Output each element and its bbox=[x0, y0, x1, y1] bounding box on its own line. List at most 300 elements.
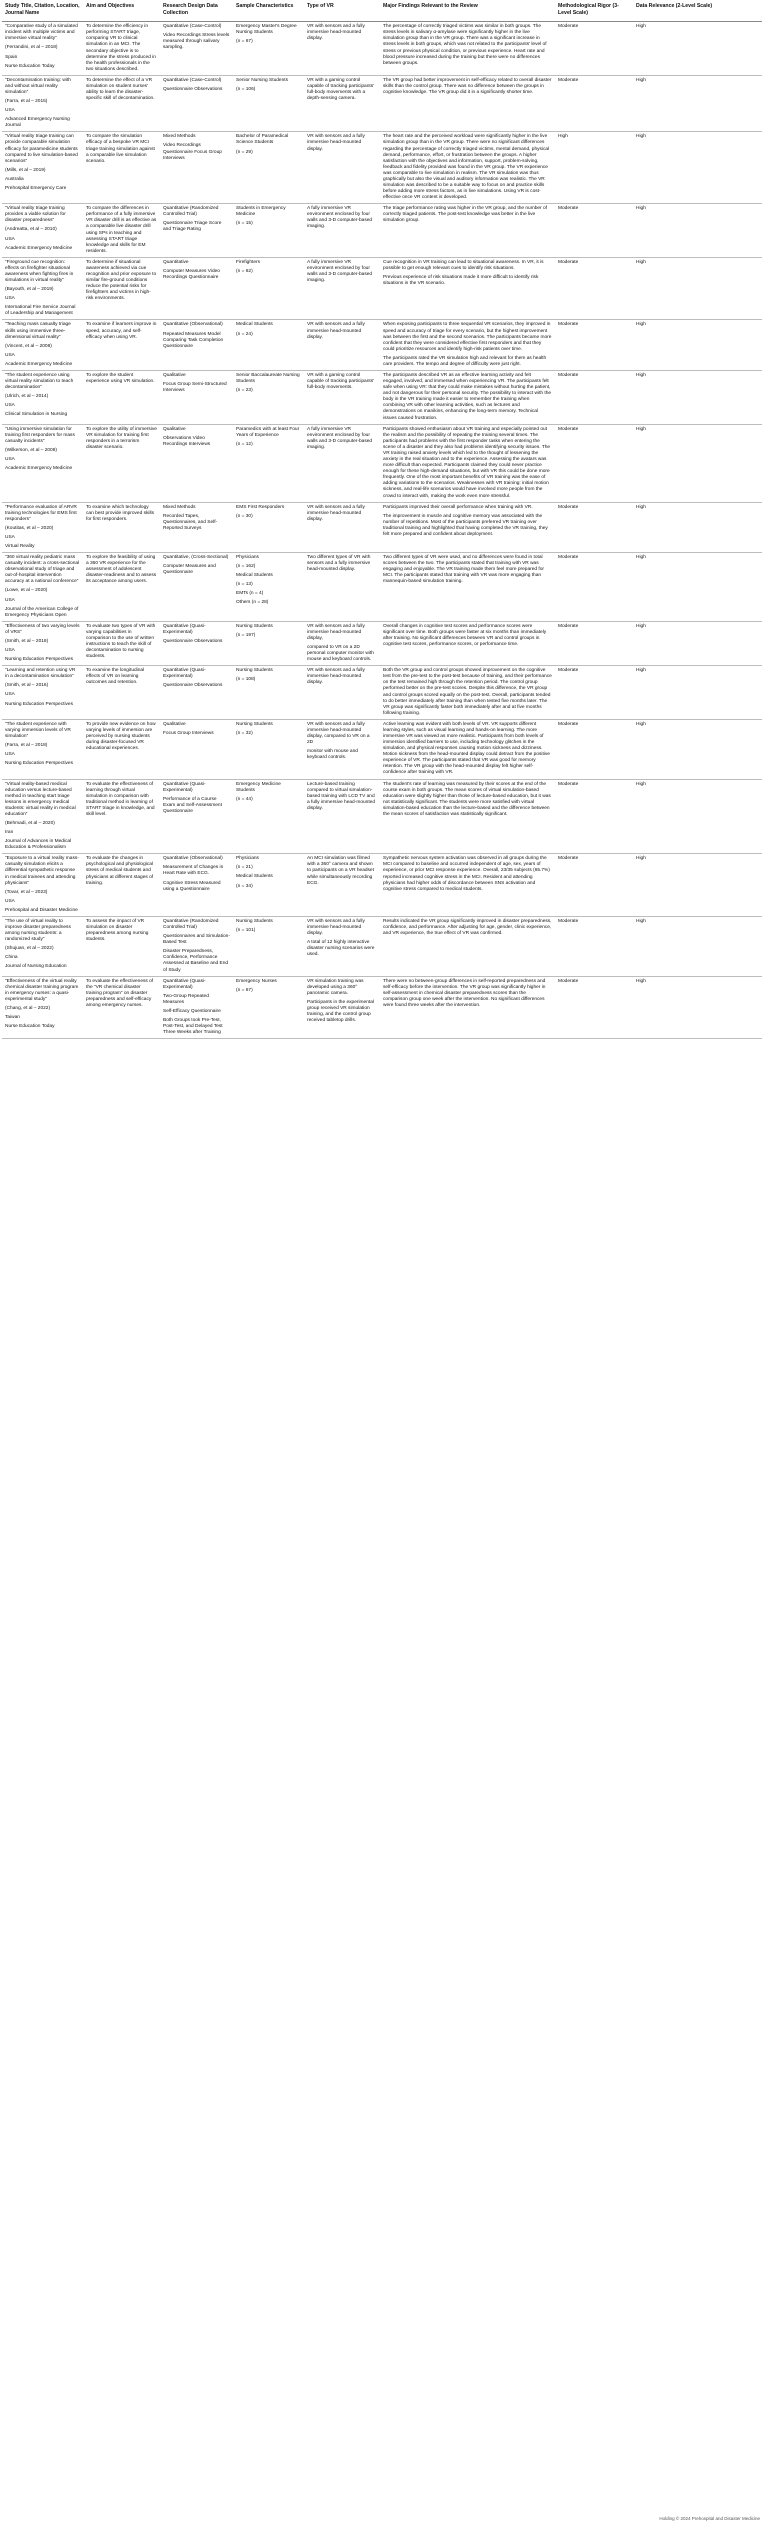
aim-cell-text: To evaluate the effectiveness of the “VR chemical disaster training program” on disaster preparedness and self-efficacy among emergency nurses. bbox=[86, 978, 154, 1008]
sample-cell-text: Medical Students bbox=[236, 322, 273, 328]
study-cell-text: USA bbox=[5, 296, 15, 302]
study-cell-text: “Learning and retention using VR in a decontamination simulation” bbox=[5, 668, 76, 680]
sample-cell bbox=[233, 204, 304, 258]
rigor-cell: Moderate bbox=[555, 502, 633, 552]
design-cell-text: Both Groups took Pre-Test, Post-Test, and Delayed Test Three Weeks after Training bbox=[163, 1017, 223, 1036]
findings-cell bbox=[380, 502, 555, 552]
rigor-cell: Moderate bbox=[555, 976, 633, 1039]
study-cell-text: USA bbox=[5, 692, 15, 698]
study-cell-text: (Farra, et al – 2018) bbox=[5, 743, 48, 749]
vr-type-cell bbox=[304, 257, 380, 320]
study-cell bbox=[2, 204, 83, 258]
relevance-cell: High bbox=[633, 75, 762, 132]
aim-cell bbox=[83, 257, 160, 320]
study-cell-text: (Ferrandini, et al – 2018) bbox=[5, 45, 58, 51]
study-cell bbox=[2, 779, 83, 854]
study-cell bbox=[2, 371, 83, 425]
study-cell-text: Australia bbox=[5, 176, 24, 182]
relevance-cell: High bbox=[633, 371, 762, 425]
design-cell bbox=[160, 502, 233, 552]
findings-cell-text: The heart rate and the perceived workload were significantly higher in the live simulation group than in the VR group. There were no significant differences regarding the percentage of correctly triaged victims, mental demand, physical demand, performance, effort, or frustration between the groups. A higher satisfaction with the objectives and information, support, problem-solving, feedback and fidelity provided was found in the VR group. The VR experience was comparable to live simulation in realism. The VR simulation was thus graphically but also the visual and auditory information was realistic. The VR simulation was described to be a suitable way to focus on and practice skills before adding more stress factors, as in live simulations. Using VR is cost-effective once VR content is developed. bbox=[383, 134, 550, 201]
sample-cell-text: (n = 62) bbox=[236, 268, 253, 274]
table-header-row bbox=[2, 0, 762, 22]
design-cell-text: Repeated Measures Model Comparing Task Completion Questionnaire bbox=[163, 331, 224, 349]
design-cell-text: Quantitative, (Cross-Sectional) bbox=[163, 555, 229, 561]
design-cell-text: Quantitative (Quasi-Experimental) bbox=[163, 781, 206, 793]
aim-cell bbox=[83, 75, 160, 132]
study-cell-text: Prehospital and Disaster Medicine bbox=[5, 907, 78, 913]
sample-cell bbox=[233, 320, 304, 371]
vr-type-cell-text: VR simulation training was developed using a 360° panoramic camera. bbox=[307, 978, 364, 996]
aim-cell-text: To determine the effect of a VR simulation on student nurses' ability to learn the disaster-specific skill of decontamination. bbox=[86, 77, 155, 102]
aim-cell-text: To examine if learners improve in speed, accuracy, and self-efficacy when using VR. bbox=[86, 322, 157, 340]
study-cell-text: Journal of Advances in Medical Education & Professionalism bbox=[5, 839, 72, 851]
rigor-cell: Moderate bbox=[555, 779, 633, 854]
relevance-cell: High bbox=[633, 976, 762, 1039]
vr-type-cell-text: A fully immersive VR environment enclosed by four walls and 3-D computer-based imaging. bbox=[307, 206, 373, 230]
column-header: Research Design Data Collection bbox=[160, 0, 233, 22]
sample-cell-text: (n = 23) bbox=[236, 388, 253, 394]
rigor-cell: Moderate bbox=[555, 621, 633, 665]
study-cell-text: “Using immersive simulation for training first responders for mass casualty incidents” bbox=[5, 426, 75, 444]
study-cell-text: Advanced Emergency Nursing Journal bbox=[5, 117, 70, 129]
aim-cell-text: To evaluate the changes in psychological and physiological stress of medical students and physicians at different stages of training. bbox=[86, 856, 154, 886]
vr-type-cell-text: An MCI simulation was filmed with a 360° camera and shown to participants on a VR headset while simultaneously recording ECG. bbox=[307, 856, 374, 886]
column-header: Major Findings Relevant to the Review bbox=[380, 0, 555, 22]
sample-cell-text: Others (n = 28) bbox=[236, 600, 269, 606]
study-cell-text: Nurse Education Today bbox=[5, 1024, 55, 1030]
vr-type-cell-text: A fully immersive VR environment enclosed by four walls and 3-D computer-based imaging. bbox=[307, 259, 373, 284]
design-cell-text: Observations Video Recordings Interviews bbox=[163, 435, 211, 447]
design-cell-text: Questionnaires and Simulation-Based Test bbox=[163, 934, 230, 946]
sample-cell-text: Students in Emergency Medicine bbox=[236, 206, 286, 218]
study-cell bbox=[2, 854, 83, 917]
sample-cell bbox=[233, 976, 304, 1039]
study-cell bbox=[2, 621, 83, 665]
rigor-cell: Moderate bbox=[555, 320, 633, 371]
vr-type-cell bbox=[304, 621, 380, 665]
vr-type-cell bbox=[304, 22, 380, 76]
vr-type-cell bbox=[304, 371, 380, 425]
design-cell-text: Computer Measures Video Recordings Questionnaire bbox=[163, 268, 220, 280]
study-cell-text: Nurse Education Today bbox=[5, 63, 55, 69]
aim-cell bbox=[83, 916, 160, 976]
rigor-cell: Moderate bbox=[555, 204, 633, 258]
relevance-cell: High bbox=[633, 621, 762, 665]
table-row bbox=[2, 204, 762, 258]
sample-cell-text: Emergency Master's Degree Nursing Students bbox=[236, 24, 297, 36]
study-cell-text: “The student experience with varying immersion levels of VR simulation” bbox=[5, 721, 71, 739]
design-cell bbox=[160, 371, 233, 425]
column-header: Study Title, Citation, Location, Journal Name bbox=[2, 0, 83, 22]
design-cell-text: Questionnaire Observations bbox=[163, 683, 223, 689]
relevance-cell: High bbox=[633, 916, 762, 976]
study-cell-text: Nursing Education Perspectives bbox=[5, 761, 73, 767]
design-cell bbox=[160, 204, 233, 258]
study-cell-text: “Fireground cue recognition: effects on firefighter situational awareness when fighting fires in simulations in virtual reality” bbox=[5, 259, 74, 284]
design-cell-text: Quantitative (Quasi-Experimental) bbox=[163, 978, 206, 990]
study-cell-text: “Teaching mass casualty triage skills using immersive three-dimensional virtual reality” bbox=[5, 322, 71, 340]
study-cell-text: (Smith, et al – 2016) bbox=[5, 683, 49, 689]
column-header: Aim and Objectives bbox=[83, 0, 160, 22]
table-row bbox=[2, 75, 762, 132]
study-cell-text: (Andreatta, et al – 2010) bbox=[5, 227, 57, 233]
aim-cell-text: To examine the longitudinal effects of VR on learning outcomes and retention. bbox=[86, 668, 145, 686]
study-cell-text: Academic Emergency Medicine bbox=[5, 466, 73, 472]
findings-cell-text: Sympathetic nervous system activation was observed in all groups during the MCI compared to baseline and occurred independent of age, sex, years of experience, or prior MCI response experience. Overall, 23/35 subjects (65.7%) reported increased cognitive stress in the MCI. Resident and attending physicians had higher odds of discordance between SNS activation and cognitive stress compared to medical students. bbox=[383, 856, 550, 892]
findings-cell-text: The participants described VR as an effective learning activity and felt engaged, involved, and immersed when experiencing VR. The participants felt safe when using VR: that they could make mistakes without hurting the patient, and not dangerous for their personal security. The possibility to interact with the body in the VR training made it easier to remember the training when combining VR with other learning activities, such as lectures and demonstrations on manikins, enhancing the long-term memory. Technical issues caused frustration. bbox=[383, 373, 552, 421]
study-cell-text: Academic Emergency Medicine bbox=[5, 361, 73, 367]
study-cell-text: Nursing Education Perspectives bbox=[5, 701, 73, 707]
sample-cell-text: (n = 32) bbox=[236, 730, 253, 736]
vr-type-cell bbox=[304, 666, 380, 720]
study-cell-text: (Smith, et al – 2018) bbox=[5, 638, 49, 644]
aim-cell-text: To evaluate two types of VR with varying capabilities in comparison to the use of written instructions to teach the skill of decontamination to nursing students. bbox=[86, 623, 156, 660]
design-cell-text: Self-Efficacy Questionnaire bbox=[163, 1008, 221, 1014]
findings-cell-text: The percentage of correctly triaged victims was similar in both groups. The stress levels in salivary α-amylase were significantly higher in the live simulation group than in the VR group. There was a significant increase in stress levels in both groups, which was not related to the participants' level of stress or previous physical condition, or previous experience. Heart rate and blood pressure increased during the training but there were no differences between groups. bbox=[383, 24, 547, 66]
design-cell-text: Computer Measures and Questionnaire bbox=[163, 564, 216, 576]
sample-cell bbox=[233, 22, 304, 76]
sample-cell-text: Senior Nursing Students bbox=[236, 77, 288, 83]
sample-cell-text: Bachelor of Paramedical Science Students bbox=[236, 134, 289, 146]
study-cell-text: “Virtual reality-based medical education versus lecture-based method in teaching start triage lessons in emergency medical students: virtual reality in medical education” bbox=[5, 781, 76, 817]
aim-cell-text: To assess the impact of VR simulation on disaster preparedness among nursing students. bbox=[86, 918, 149, 943]
relevance-cell: High bbox=[633, 502, 762, 552]
study-cell-text: International Fire Service Journal of Leadership and Management bbox=[5, 305, 76, 317]
sample-cell bbox=[233, 916, 304, 976]
relevance-cell: High bbox=[633, 719, 762, 779]
rigor-cell: Moderate bbox=[555, 371, 633, 425]
vr-type-cell-text: Participants in the experimental group received VR simulation training, and the control group received tabletop drills. bbox=[307, 999, 374, 1024]
sample-cell-text: (n = 108) bbox=[236, 677, 256, 683]
findings-cell bbox=[380, 204, 555, 258]
study-cell-text: USA bbox=[5, 108, 15, 114]
aim-cell bbox=[83, 424, 160, 502]
vr-type-cell-text: monitor with mouse and keyboard controls. bbox=[307, 749, 358, 761]
findings-cell bbox=[380, 916, 555, 976]
sample-cell bbox=[233, 502, 304, 552]
sample-cell bbox=[233, 553, 304, 622]
study-cell bbox=[2, 132, 83, 204]
sample-cell-text: Emergency Nurses bbox=[236, 978, 277, 984]
sample-cell-text: Emergency Medicine Students bbox=[236, 781, 281, 793]
design-cell bbox=[160, 320, 233, 371]
sample-cell-text: (n = 67) bbox=[236, 987, 253, 993]
design-cell-text: Focus Group Semi-Structured Interviews bbox=[163, 382, 227, 394]
design-cell-text: Recorded Tapes, Questionnaires, and Self-Reported Surveys bbox=[163, 513, 218, 531]
sample-cell-text: Physicians bbox=[236, 856, 259, 862]
table-row bbox=[2, 502, 762, 552]
design-cell bbox=[160, 424, 233, 502]
relevance-cell: High bbox=[633, 132, 762, 204]
column-header: Data Relevance (2-Level Scale) bbox=[633, 0, 762, 22]
sample-cell-text: (n = 13) bbox=[236, 582, 253, 588]
aim-cell bbox=[83, 854, 160, 917]
study-cell-text: (Lowe, et al – 2020) bbox=[5, 588, 48, 594]
findings-cell-text: Two different types of VR were used, and no differences were found in total scores between the two. The participants stated that training with VR was engaging and enjoyable. The VR training made them feel more prepared for MCI. The participants stated that training with VR was more engaging than mannequin-based simulation training. bbox=[383, 555, 544, 585]
table-row bbox=[2, 719, 762, 779]
study-cell-text: (Koutitas, et al – 2020) bbox=[5, 525, 54, 531]
rigor-cell: Moderate bbox=[555, 424, 633, 502]
vr-type-cell bbox=[304, 75, 380, 132]
design-cell-text: Mixed Methods bbox=[163, 134, 196, 140]
findings-cell-text: Participants improved their overall performance when training with VR. bbox=[383, 504, 533, 510]
study-cell-text: “Decontamination training: with and without virtual reality simulation” bbox=[5, 77, 71, 95]
design-cell bbox=[160, 621, 233, 665]
sample-cell-text: (n = 12) bbox=[236, 441, 253, 447]
findings-cell bbox=[380, 621, 555, 665]
study-cell bbox=[2, 502, 83, 552]
relevance-cell: High bbox=[633, 204, 762, 258]
relevance-cell: High bbox=[633, 666, 762, 720]
table-row bbox=[2, 22, 762, 76]
vr-type-cell-text: VR with a gaming control capable of tracking participants' full-body movements with a depth-sensing camera. bbox=[307, 77, 375, 102]
table-row bbox=[2, 371, 762, 425]
aim-cell bbox=[83, 976, 160, 1039]
findings-cell-text: Participants showed enthusiasm about VR training and especially pointed out the realism and the possibility of repeating the training several times. The participants had problems with the first responder tasks when entering the scene of a disaster and they also had problems identifying security issues. The VR training raised anxiety levels which led to the thought of lessening the anxiety in the real situation and to the experience. Assessing the avatars was more difficult than expected. Participants claimed they could never practice enough for these high-demand situations, but with VR this could be done more frequently. One of the most important benefits of VR training was the ease of adding variations to the scenarios. Weaknesses with VR training: initial motion sickness, and real-life scenarios would have involved more people from the crowd to interact with, making the work even more stressful. bbox=[383, 426, 551, 499]
design-cell-text: Mixed Methods bbox=[163, 504, 196, 510]
study-cell-text: USA bbox=[5, 752, 15, 758]
vr-type-cell-text: VR with sensors and a fully immersive head-mounted display, bbox=[307, 623, 365, 641]
relevance-cell: High bbox=[633, 779, 762, 854]
study-cell-text: “Virtual reality triage training provides a viable solution for disaster preparedness” bbox=[5, 206, 66, 224]
study-cell-text: (Farra, et al – 2015) bbox=[5, 99, 48, 105]
aim-cell bbox=[83, 502, 160, 552]
sample-cell-text: (n = 24) bbox=[236, 331, 253, 337]
study-cell-text: “The student experience using virtual reality simulation to teach decontamination” bbox=[5, 373, 74, 391]
sample-cell-text: EMS First Responders bbox=[236, 504, 285, 510]
rigor-cell: High bbox=[555, 132, 633, 204]
findings-cell bbox=[380, 22, 555, 76]
study-cell-text: USA bbox=[5, 236, 15, 242]
design-cell-text: Qualitative bbox=[163, 721, 186, 727]
study-cell-text: USA bbox=[5, 898, 15, 904]
sample-cell-text: (n = 15) bbox=[236, 221, 253, 227]
sample-cell-text: Medical Students bbox=[236, 573, 273, 579]
findings-cell bbox=[380, 779, 555, 854]
vr-type-cell bbox=[304, 854, 380, 917]
design-cell bbox=[160, 719, 233, 779]
sample-cell-text: (n = 34) bbox=[236, 883, 253, 889]
aim-cell-text: To explore the feasibility of using a 360 VR experience for the assessment of adolescent disaster-readiness and to assess its acceptance among users. bbox=[86, 555, 157, 585]
aim-cell-text: To examine which technology can best provide improved skills for first responders. bbox=[86, 504, 154, 522]
findings-cell-text: Previous experience of risk situations made it more difficult to identify risk situations in the VR scenario. bbox=[383, 275, 539, 287]
design-cell-text: Questionnaire Observations bbox=[163, 86, 223, 92]
study-cell-text: “Effectiveness of two varying levels of VRS” bbox=[5, 623, 80, 635]
study-cell-text: (Wilkerson, et al – 2008) bbox=[5, 447, 57, 453]
table-body bbox=[2, 22, 762, 1039]
findings-cell bbox=[380, 976, 555, 1039]
aim-cell bbox=[83, 132, 160, 204]
design-cell-text: Cognitive Stress Measured using a Questionnaire bbox=[163, 880, 221, 892]
sample-cell-text: Firefighters bbox=[236, 259, 260, 265]
aim-cell bbox=[83, 621, 160, 665]
findings-cell-text: Active learning was evident with both levels of VR. VR supports different learning styles, such as visual learning and hands-on learning. The more immersive VR was viewed as more realistic. Participants from both levels of immersion identified barriers to use, including technology glitches in the simulation, and physical responses causing motion sickness and dizziness. Motion sickness from the head-mounted display could detract from the positive experience of VR. The participants stated that VR was good for memory retention. The VR group with the head-mounted display felt higher self-confidence after training with VR. bbox=[383, 721, 550, 776]
vr-type-cell bbox=[304, 320, 380, 371]
vr-type-cell-text: VR with sensors and a fully immersive head-mounted display. bbox=[307, 668, 365, 686]
relevance-cell: High bbox=[633, 22, 762, 76]
rigor-cell: Moderate bbox=[555, 666, 633, 720]
study-cell-text: USA bbox=[5, 456, 15, 462]
findings-cell-text: The student's rate of learning was measured by their scores at the end of the course exam in both groups. The mean scores of virtual simulation-based education were slightly higher than those of lecture-based education, but it was not statistically significant. The students were more satisfied with virtual simulation-based education than the lecture-based and the difference between the mean scores of satisfaction was statistically significant. bbox=[383, 781, 551, 817]
vr-type-cell bbox=[304, 132, 380, 204]
aim-cell-text: To evaluate the effectiveness of learning through virtual simulation in comparison with traditional method in learning of START triage in knowledge, and skill level. bbox=[86, 781, 155, 817]
study-cell bbox=[2, 257, 83, 320]
design-cell-text: Disaster Preparedness, Confidence, Performance Assessed at Baseline and End of Study bbox=[163, 949, 229, 973]
study-cell-text: (Behmadi, et al – 2020) bbox=[5, 821, 55, 827]
sample-cell-text: Senior Baccalaureate Nursing Students bbox=[236, 373, 300, 385]
study-cell-text: Iran bbox=[5, 830, 14, 836]
sample-cell-text: (n = 162) bbox=[236, 564, 256, 570]
design-cell-text: Qualitative bbox=[163, 373, 186, 379]
vr-type-cell-text: VR with sensors and a fully immersive head-mounted display. bbox=[307, 24, 365, 42]
aim-cell-text: To compare the differences in performance of a fully immersive VR disaster drill is as effective as a comparable live disaster drill using SPs in teaching and assessing START triage knowledge and skills for EM residents. bbox=[86, 206, 157, 254]
vr-type-cell-text: VR with sensors and a fully immersive head-mounted display. bbox=[307, 322, 365, 340]
study-cell-text: (Vincent, et al – 2008) bbox=[5, 343, 52, 349]
design-cell bbox=[160, 976, 233, 1039]
findings-cell-text: There were no between-group differences in self-reported preparedness and self-efficacy before the intervention. The VR group was significantly higher in self-assessment in chemical disaster preparedness scores than the comparison group one week after the intervention. No significant differences were found three weeks after the intervention. bbox=[383, 978, 546, 1008]
sample-cell bbox=[233, 666, 304, 720]
findings-cell-text: The triage performance rating was higher in the VR group, and the number of correctly triaged patients. The post-test knowledge was better in the live simulation group. bbox=[383, 206, 547, 224]
findings-cell-text: When exposing participants to three sequential VR scenarios, they improved in speed and accuracy of triage for every scenario, but the highest improvement was between the first and the second scenarios. The participants became more confident that they were considered effective first responders and that they could prioritize resources and identify high-risk patients over time. bbox=[383, 322, 552, 352]
table-row bbox=[2, 424, 762, 502]
aim-cell bbox=[83, 779, 160, 854]
design-cell bbox=[160, 916, 233, 976]
table-row bbox=[2, 553, 762, 622]
table-row bbox=[2, 132, 762, 204]
design-cell-text: Video Recordings Stress levels measured through salivary sampling. bbox=[163, 33, 230, 51]
study-cell-text: USA bbox=[5, 534, 15, 540]
table-row bbox=[2, 779, 762, 854]
design-cell-text: Questionnaire Observations bbox=[163, 638, 223, 644]
study-cell-text: (Shujuan, et al – 2022) bbox=[5, 946, 54, 952]
study-cell-text: “360 virtual reality pediatric mass casualty incident: a cross-sectional observational study of triage and out-of-hospital intervention accuracy at a national conference” bbox=[5, 555, 80, 585]
study-cell-text: “Performance evaluation of ARVR training technologies for EMS first responders” bbox=[5, 504, 77, 522]
findings-cell bbox=[380, 553, 555, 622]
copyright-notice: Holding © 2024 Prehospital and Disaster Medicine bbox=[659, 2516, 760, 2521]
findings-cell bbox=[380, 75, 555, 132]
design-cell-text: Video Recordings Questionnaire Focus Group Interviews bbox=[163, 143, 222, 161]
study-cell-text: Spain bbox=[5, 54, 18, 60]
study-cell bbox=[2, 75, 83, 132]
study-cell-text: Journal of Nursing Education bbox=[5, 964, 67, 970]
sample-cell bbox=[233, 75, 304, 132]
vr-type-cell bbox=[304, 719, 380, 779]
study-cell-text: (Ulrich, et al – 2014) bbox=[5, 394, 49, 400]
findings-cell-text: The participants rated the VR simulation high and relevant for them as health care providers. The tempo and degree of difficulty were just right. bbox=[383, 355, 547, 367]
sample-cell-text: Nursing Students bbox=[236, 668, 273, 674]
rigor-cell: Moderate bbox=[555, 916, 633, 976]
aim-cell bbox=[83, 666, 160, 720]
table-row bbox=[2, 621, 762, 665]
rigor-cell: Moderate bbox=[555, 553, 633, 622]
study-cell-text: Taiwan bbox=[5, 1014, 20, 1020]
sample-cell bbox=[233, 779, 304, 854]
sample-cell bbox=[233, 854, 304, 917]
column-header: Type of VR bbox=[304, 0, 380, 22]
sample-cell bbox=[233, 371, 304, 425]
sample-cell bbox=[233, 719, 304, 779]
design-cell-text: Quantitative (Case-Control) bbox=[163, 77, 222, 83]
aim-cell bbox=[83, 204, 160, 258]
aim-cell bbox=[83, 719, 160, 779]
study-cell-text: Academic Emergency Medicine bbox=[5, 245, 73, 251]
vr-type-cell bbox=[304, 553, 380, 622]
vr-type-cell-text: VR with sensors and a fully immersive head-mounted display. bbox=[307, 504, 365, 522]
sample-cell bbox=[233, 621, 304, 665]
vr-type-cell bbox=[304, 779, 380, 854]
design-cell-text: Quantitative (Observational) bbox=[163, 322, 223, 328]
sample-cell-text: Medical Students bbox=[236, 874, 273, 880]
findings-cell-text: Both the VR group and control groups showed improvement on the cognitive test from the pre-test to the post-test because of training, and their performance on the test remained high through the retention period. The control group performed better on the pre-test scores. Despite this difference, the VR group and control groups scored equally on the post-test. Overall, participants tended to do better immediately after training than when tested five months later. The VR group was significantly faster both immediately after and at five months following training. bbox=[383, 668, 552, 716]
column-header: Methodological Rigor (3-Level Scale) bbox=[555, 0, 633, 22]
findings-cell bbox=[380, 132, 555, 204]
rigor-cell: Moderate bbox=[555, 257, 633, 320]
aim-cell bbox=[83, 22, 160, 76]
aim-cell bbox=[83, 320, 160, 371]
table-row bbox=[2, 916, 762, 976]
design-cell-text: Focus Group Interviews bbox=[163, 730, 214, 736]
study-cell-text: Journal of the American College of Emergency Physicians Open bbox=[5, 606, 79, 618]
findings-cell bbox=[380, 854, 555, 917]
study-cell bbox=[2, 424, 83, 502]
findings-cell-text: Results indicated the VR group significantly improved in disaster preparedness, confidence, and performance. After adjusting for age, gender, clinic experience, and VR experience, the true effect of VR was confirmed. bbox=[383, 918, 552, 937]
findings-cell bbox=[380, 719, 555, 779]
design-cell bbox=[160, 854, 233, 917]
study-cell-text: (Tovar, et al – 2023) bbox=[5, 889, 48, 895]
sample-cell-text: Nursing Students bbox=[236, 721, 273, 727]
design-cell bbox=[160, 779, 233, 854]
aim-cell-text: To compare the simulation efficacy of a bespoke VR MCI triage training simulation against a comparable live simulation scenario. bbox=[86, 134, 155, 164]
design-cell-text: Quantitative (Quasi-Experimental) bbox=[163, 623, 206, 635]
vr-type-cell-text: compared to VR on a 2D personal computer monitor with mouse and keyboard controls. bbox=[307, 644, 374, 663]
study-cell-text: (Chang, et al – 2022) bbox=[5, 1005, 51, 1011]
sample-cell-text: (n = 29) bbox=[236, 149, 253, 155]
vr-type-cell-text: Lecture-based training compared to virtual simulation-based training with LCD TV and a fully immersive head-mounted display. bbox=[307, 781, 375, 811]
study-cell bbox=[2, 320, 83, 371]
design-cell-text: Quantitative (Case-Control) bbox=[163, 24, 222, 30]
aim-cell-text: To explore the utility of immersive VR simulation for training first responders in a terrorism disaster scenario. bbox=[86, 426, 157, 450]
study-cell-text: USA bbox=[5, 352, 15, 358]
study-cell-text: USA bbox=[5, 597, 15, 603]
sample-cell-text: (n = 67) bbox=[236, 39, 253, 45]
design-cell-text: Quantitative bbox=[163, 259, 189, 265]
design-cell-text: Performance of a Course Exam and Self-Assessment Questionnaire bbox=[163, 796, 222, 814]
study-cell-text: (Bayouth, et al – 2019) bbox=[5, 287, 54, 293]
vr-type-cell bbox=[304, 424, 380, 502]
findings-cell bbox=[380, 424, 555, 502]
sample-cell-text: (n = 197) bbox=[236, 632, 256, 638]
design-cell bbox=[160, 132, 233, 204]
study-cell-text: “Virtual reality triage training can provide comparable simulation efficacy for paramedicine students compared to live simulation-based scenarios” bbox=[5, 134, 78, 164]
vr-type-cell-text: VR with sensors and a fully immersive head-mounted display, compared to VR on a 2D bbox=[307, 721, 370, 746]
sample-cell bbox=[233, 424, 304, 502]
sample-cell-text: Nursing Students bbox=[236, 918, 273, 924]
findings-cell-text: Overall changes in cognitive test scores and performance scores were significant over time. Both groups were faster at six months than immediately after training. No significant differences between VR and control groups in cognitive test scores, performance scores, or performance time. bbox=[383, 623, 547, 647]
design-cell bbox=[160, 257, 233, 320]
vr-type-cell bbox=[304, 502, 380, 552]
column-header: Sample Characteristics bbox=[233, 0, 304, 22]
study-cell bbox=[2, 976, 83, 1039]
study-cell-text: USA bbox=[5, 403, 15, 409]
sample-cell-text: (n = 106) bbox=[236, 86, 256, 92]
findings-cell-text: The improvement in muscle and cognitive memory was associated with the number of repetitions. Most of the participants preferred VR training over traditional training and highlighted that having completed the VR training, they felt more prepared and confident about deployment. bbox=[383, 513, 548, 537]
vr-type-cell-text: VR with a gaming control capable of tracking participants' full-body movements. bbox=[307, 373, 375, 391]
study-cell-text: USA bbox=[5, 647, 15, 653]
table-row bbox=[2, 854, 762, 917]
findings-cell bbox=[380, 257, 555, 320]
design-cell-text: Quantitative (Observational) bbox=[163, 856, 223, 862]
